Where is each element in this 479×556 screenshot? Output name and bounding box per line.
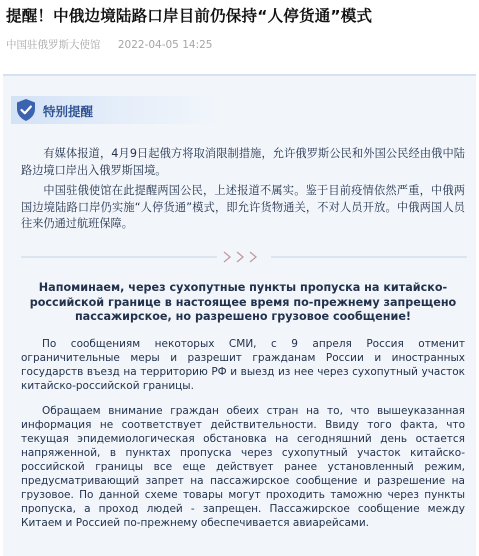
notice-paragraph-cn: 中国驻俄使馆在此提醒两国公民，上述报道不属实。鉴于目前疫情依然严重，中俄两国边境陆路口岸仍实施“人停货通”模式，即允许货物通关，不对人员开放。中俄两国人员往来仍通过航班保障。 — [21, 184, 465, 230]
section-divider — [21, 249, 467, 265]
article-meta — [6, 37, 226, 52]
notice-paragraph-cn: 有媒体报道，4月9日起俄方将取消限制措施，允许俄罗斯公民和外国公民经由俄中陆路边境口岸出入俄罗斯国境。 — [21, 147, 465, 177]
shield-check-icon — [15, 98, 37, 122]
article-date: 2022-04-05 14:25 — [117, 39, 213, 51]
article-source[interactable]: 中国驻俄罗斯大使馆 — [6, 39, 101, 51]
notice-paragraph-ru: Обращаем внимание граждан обеих стран на то, что вышеуказанная информация не соответствует действительности. Ввиду того факта, что текущая эпидемиологическая обстановка на сегодняшний день остается напряженной, в пунктах пропуска через сухопутный участок китайско-российской границы все еще действует ранее установленный режим, предусматривающий запрет на пассажирское сообщение и разрешение на грузовое. По данной схеме товары могут проходить таможню через пункты пропуска, а проход людей - запрещен. Пассажирское сообщение между Китаем и Россией по-прежнему обеспечивается авиарейсами. — [21, 405, 465, 529]
notice-badge-label: 特别提醒 — [43, 104, 94, 119]
article-title: 提醒！中俄边境陆路口岸目前仍保持“人停货通”模式 — [6, 7, 373, 25]
notice-heading-ru: Напоминаем, через сухопутные пункты пропуска на китайско-российской границе в настоящее время по-прежнему запрещено пассажирское, но разрешено грузовое сообщение! — [29, 281, 457, 323]
notice-paragraph-ru: По сообщениям некоторых СМИ, с 9 апреля Россия отменит ограничительные меры и разрешит гражданам России и иностранных государств въезд на территорию РФ и выезд из нее через сухопутный участок китайско-российской границы. — [21, 338, 465, 392]
chevrons-right-icon — [224, 252, 256, 262]
notice-card — [3, 74, 476, 556]
notice-badge — [11, 96, 221, 124]
